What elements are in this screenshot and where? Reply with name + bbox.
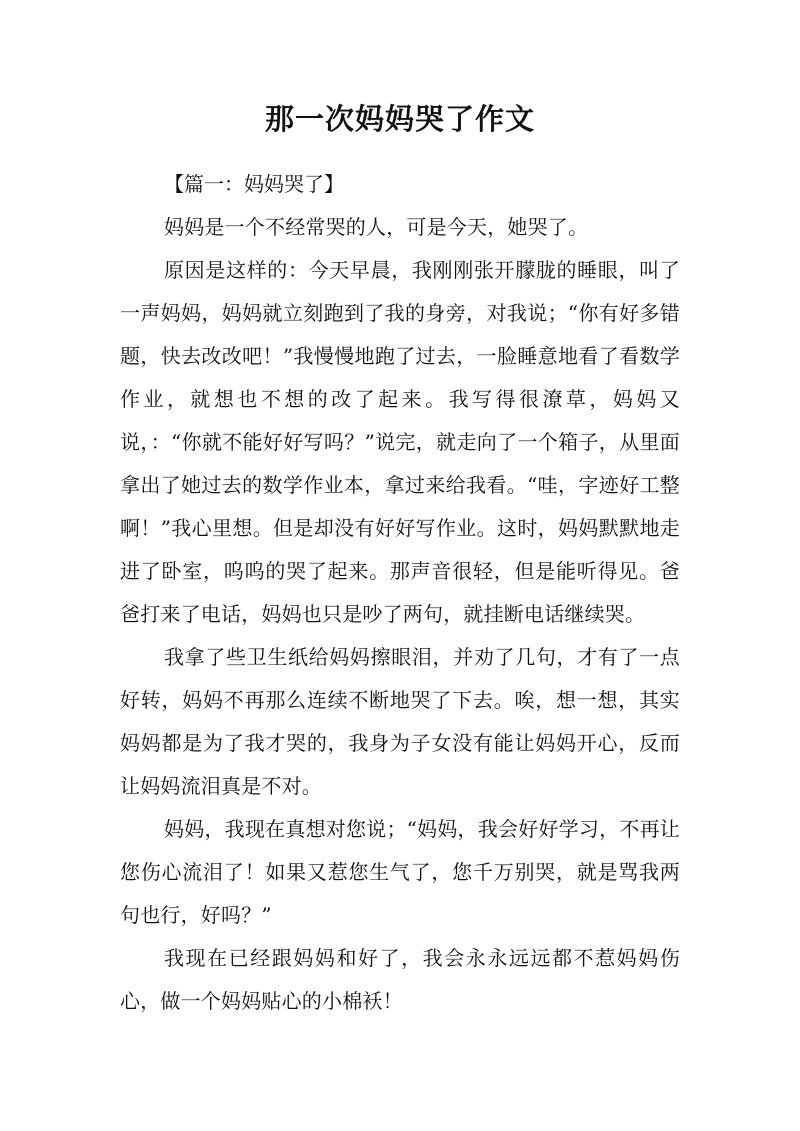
paragraph-3: 我拿了些卫生纸给妈妈擦眼泪，并劝了几句，才有了一点好转，妈妈不再那么连续不断地哭了下去。唉，想一想，其实妈妈都是为了我才哭的，我身为子女没有能让妈妈开心，反而让妈妈流泪真是不对。 [120,645,680,798]
section-heading: 【篇一：妈妈哭了】 [164,172,344,196]
document-title: 那一次妈妈哭了作文 [264,102,535,136]
paragraph-1: 妈妈是一个不经常哭的人，可是今天，她哭了。 [164,215,589,239]
paragraph-4: 妈妈，我现在真想对您说；“妈妈，我会好好学习，不再让您伤心流泪了！如果又惹您生气了，您千万别哭，就是骂我两句也行，好吗？” [120,817,680,927]
paragraph-5: 我现在已经跟妈妈和好了，我会永永远远都不惹妈妈伤心，做一个妈妈贴心的小棉袄！ [120,946,680,1013]
paragraph-2: 原因是这样的：今天早晨，我刚刚张开朦胧的睡眼，叫了一声妈妈，妈妈就立刻跑到了我的身旁，对我说；“你有好多错题，快去改改吧！”我慢慢地跑了过去，一脸睡意地看了看数学作业，就想也不想的改了起来。我写得很潦草，妈妈又说，：“你就不能好好写吗？”说完，就走向了一个箱子，从里面拿出了她过去的数学作业本，拿过来给我看。“哇，字迹好工整啊！”我心里想。但是却没有好好写作业。这时，妈妈默默地走进了卧室，呜呜的哭了起来。那声音很轻，但是能听得见。爸爸打来了电话，妈妈也只是吵了两句，就挂断电话继续哭。 [120,258,680,626]
